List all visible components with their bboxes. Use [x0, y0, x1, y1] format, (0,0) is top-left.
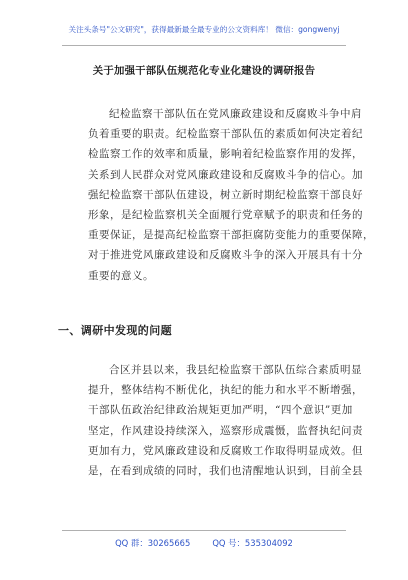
footer-divider	[62, 530, 346, 531]
paragraph-line: 关系到人民群众对党风廉政建设和反腐败斗争的信心。加	[88, 168, 363, 181]
header-banner: 关注头条号"公文研究"，获得最新最全最专业的公文资料库！ 微信：gongwenyj	[68, 25, 340, 34]
paragraph-line: 提升，整体结构不断优化，执纪的能力和水平不断增强，	[88, 384, 363, 397]
section-heading: 一、调研中发现的问题	[58, 324, 172, 337]
header-divider	[62, 45, 346, 46]
paragraph-line: 合区并县以来，我县纪检监察干部队伍综合素质明显	[109, 364, 362, 376]
section1-paragraph	[88, 360, 363, 481]
paragraph-line: 更加有力，党风廉政建设和反腐败工作取得明显成效。但	[88, 444, 363, 457]
qq-number-text: QQ 号：535304092	[212, 538, 293, 548]
paragraph-line: 是，在看到成绩的同时，我们也清醒地认识到，目前全县	[88, 465, 363, 478]
intro-paragraph	[88, 104, 374, 286]
paragraph-line: 形象，是纪检监察机关全面履行党章赋予的职责和任务的	[88, 209, 363, 222]
footer	[0, 537, 408, 549]
paragraph-line: 重要的意义。	[88, 269, 154, 282]
paragraph-line: 干部队伍政治纪律政治规矩更加严明，“四个意识”更加	[88, 404, 353, 417]
paragraph-line: 检监察工作的效率和质量，影响着纪检监察作用的发挥，	[88, 148, 363, 161]
paragraph-line: 负着重要的职责。纪检监察干部队伍的素质如何决定着纪	[88, 128, 363, 141]
paragraph-line: 纪检监察干部队伍在党风廉政建设和反腐败斗争中肩	[109, 108, 362, 120]
document-title: 关于加强干部队伍规范化专业化建设的调研报告	[92, 65, 316, 77]
paragraph-line: 对于推进党风廉政建设和反腐败斗争的深入开展具有十分	[88, 249, 363, 262]
paragraph-line: 坚定，作风建设持续深入，巡察形成震慑，监督执纪问责	[88, 424, 363, 437]
qq-group-text: QQ 群：30265665	[115, 538, 191, 548]
paragraph-line: 重要保证，是提高纪检监察干部拒腐防变能力的重要保障，	[88, 229, 374, 242]
paragraph-line: 强纪检监察干部队伍建设，树立新时期纪检监察干部良好	[88, 188, 363, 201]
